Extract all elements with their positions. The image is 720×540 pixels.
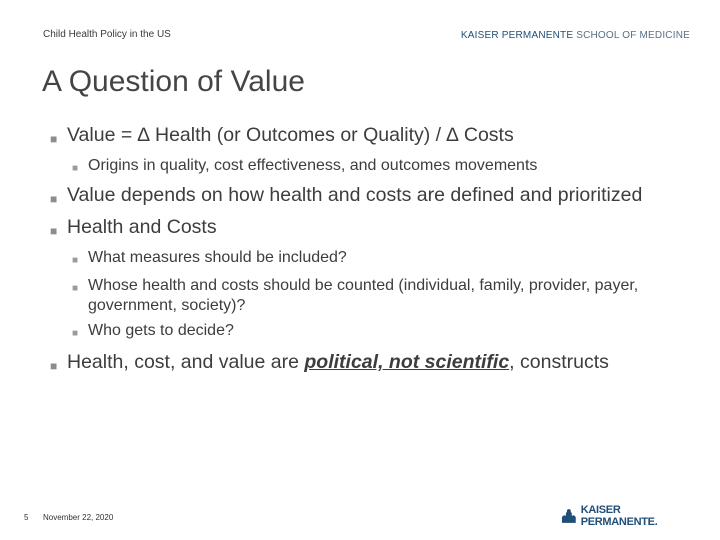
bullet-text-post: , constructs: [509, 351, 609, 373]
bullet-text: Health and Costs: [67, 216, 217, 238]
square-bullet-icon: ■: [72, 283, 79, 294]
footer-date: November 22, 2020: [43, 513, 114, 522]
bullet-list: [50, 124, 700, 383]
logo-wordmark: KAISER PERMANENTE.: [580, 504, 658, 528]
header-school-brand: KAISER PERMANENTE: [460, 30, 574, 41]
bullet-text-emphasis: political, not scientific: [304, 351, 510, 373]
sub-bullet-text: Who gets to decide?: [88, 322, 234, 339]
sub-bullet-text: Origins in quality, cost effectiveness, and outcomes movements: [88, 157, 538, 174]
bullet-political: [50, 351, 700, 374]
bullet-value-depends: [50, 184, 700, 207]
kaiser-permanente-logo: [560, 506, 698, 526]
sub-bullet-text: Whose health and costs should be counted (individual, family, provider, payer, government, society)?: [88, 277, 639, 314]
square-bullet-icon: ■: [72, 328, 79, 339]
bullet-health-costs: [50, 216, 700, 239]
page-title: A Question of Value: [42, 65, 305, 98]
header-school-sub: SCHOOL OF MEDICINE: [576, 30, 690, 41]
square-bullet-icon: ■: [50, 359, 58, 373]
square-bullet-icon: ■: [72, 163, 79, 174]
kaiser-permanente-logo-icon: [560, 508, 578, 524]
square-bullet-icon: ■: [72, 255, 79, 266]
bullet-value-formula: [50, 124, 700, 147]
header-school-name: [461, 30, 690, 41]
square-bullet-icon: ■: [50, 224, 58, 238]
bullet-text: Value depends on how health and costs are defined and prioritized: [67, 184, 643, 206]
page-number: 5: [24, 513, 29, 522]
sub-bullet-text: What measures should be included?: [88, 249, 347, 266]
bullet-text-pre: Health, cost, and value are: [67, 351, 305, 373]
square-bullet-icon: ■: [50, 132, 58, 146]
sub-bullet-decide: [72, 321, 700, 341]
bullet-text: Value = ∆ Health (or Outcomes or Quality) / ∆ Costs: [67, 124, 514, 146]
header-course-title: Child Health Policy in the US: [43, 29, 171, 40]
sub-bullet-measures: [72, 248, 700, 268]
square-bullet-icon: ■: [50, 192, 58, 206]
sub-bullet-origins: [72, 156, 700, 176]
sub-bullet-whose: [72, 276, 700, 316]
